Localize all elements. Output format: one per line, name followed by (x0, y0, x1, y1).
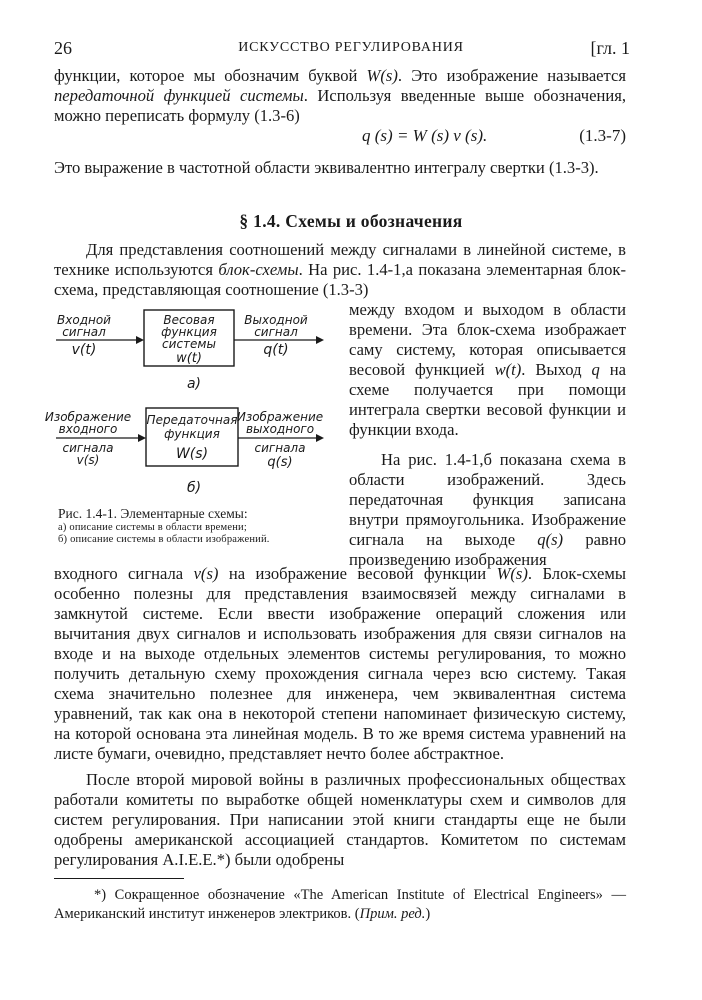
box-label-line2: функция (164, 427, 220, 441)
input-label-line1: Входной (57, 313, 111, 327)
input-signal-symbol: v(t) (71, 342, 97, 358)
output-label-line1: Изображение (236, 410, 324, 424)
input-arrowhead (136, 336, 144, 344)
paragraph-1: Для представления соотношений между сигналами в линейной системе, в технике используются блок-схемы. На рис. 1.4-1,а показана элементарная блок-схема, представляющая соотношение (1.3-3) (54, 240, 627, 299)
equation-number: (1.3-7) (579, 126, 626, 145)
side-paragraph-b: На рис. 1.4-1,б показана схема в области изображений. Здесь передаточная функция записана внутри прямоугольника. Изображение сигнала на выходе q(s) равно произведению изображения (349, 450, 626, 569)
transfer-function-symbol: W(s) (175, 446, 209, 462)
output-arrowhead (316, 336, 324, 344)
output-label-line1: Выходной (244, 313, 308, 327)
output-image-symbol: q(s) (267, 455, 293, 470)
input-arrowhead (138, 434, 146, 442)
diagram-a-label: а) (186, 376, 202, 392)
output-label-line3: сигнала (254, 441, 306, 455)
output-signal-symbol: q(t) (263, 342, 289, 358)
continuation-paragraph: входного сигнала v(s) на изображение весовой функции W(s). Блок-схемы особенно полезны для представления взаимосвязей между сигналами в замкнутой системе. Если ввести изображение операций сложения или вычитания двух сигналов и использовать изображения для связи сигналов на входе и на выходе отдельных элементов системы регулирования, то можно получить детальную схему прохождения сигнала через всю систему. Такая схема значительно полезнее для инженера, чем эквивалентная система уравнений, так как она в некоторой степени напоминает физическую систему, на которой основана эта линейная модель. В то же время система уравнений на листе бумаги, очевидно, представляет нечто более абстрактное. (54, 564, 626, 763)
block-diagram-figure (44, 302, 344, 532)
input-label-line2: сигнал (62, 325, 106, 339)
page-number: 26 (54, 38, 72, 58)
running-title: ИСКУССТВО РЕГУЛИРОВАНИЯ (238, 40, 464, 55)
output-label-line2: выходного (245, 422, 315, 436)
equation-expression: q (s) = W (s) v (s). (362, 126, 488, 145)
diagram-a (56, 310, 324, 392)
output-label-line2: сигнал (254, 325, 298, 339)
after-equation-paragraph: Это выражение в частотной области эквивалентно интегралу свертки (1.3-3). (54, 158, 599, 177)
caption-title: Рис. 1.4-1. Элементарные схемы: (58, 506, 248, 521)
box-label-line1: Передаточная (146, 413, 238, 427)
section-title: § 1.4. Схемы и обозначения (239, 211, 463, 231)
input-label-line3: сигнала (62, 441, 114, 455)
chapter-marker: [гл. 1 (590, 38, 630, 58)
input-label-line2: входного (58, 422, 118, 436)
input-image-symbol: v(s) (76, 453, 100, 467)
box-label-line2: функция (161, 325, 217, 339)
diagram-b (45, 408, 324, 496)
intro-paragraph: функции, которое мы обозначим буквой W(s). Это изображение называется передаточной функцией системы. Используя введенные выше обозначения, можно переписать формулу (1.3-6) (54, 66, 627, 125)
figure-caption (58, 506, 348, 546)
footnote-rule (54, 878, 184, 879)
caption-a: а) описание системы в области времени; (58, 522, 247, 533)
box-label-line1: Весовая (163, 313, 215, 327)
side-paragraph-a: между входом и выходом в области времени. Эта блок-схема изображает саму систему, которая описывается весовой функцией w(t). Выход q на схеме получается при помощи интеграла свертки весовой функции и функции входа. (349, 300, 626, 439)
paragraph-2: После второй мировой войны в различных профессиональных обществах работали комитеты по выработке общей номенклатуры схем и символов для систем регулирования. При написании этой книги стандарты еще не были одобрены американской ассоциацией стандартов. Комитетом по системам регулирования A.I.E.E.*) были одобрены (54, 770, 626, 869)
caption-b: б) описание системы в области изображений. (58, 534, 270, 545)
box-label-line3: системы (162, 337, 216, 351)
footnote: *) Сокращенное обозначение «The American Institute of Electrical Engineers» — Американский институт инженеров электриков. (Прим. ред.) (54, 887, 626, 922)
weight-function-symbol: w(t) (176, 351, 202, 366)
diagram-b-label: б) (186, 480, 202, 496)
output-arrowhead (316, 434, 324, 442)
input-label-line1: Изображение (44, 410, 132, 424)
